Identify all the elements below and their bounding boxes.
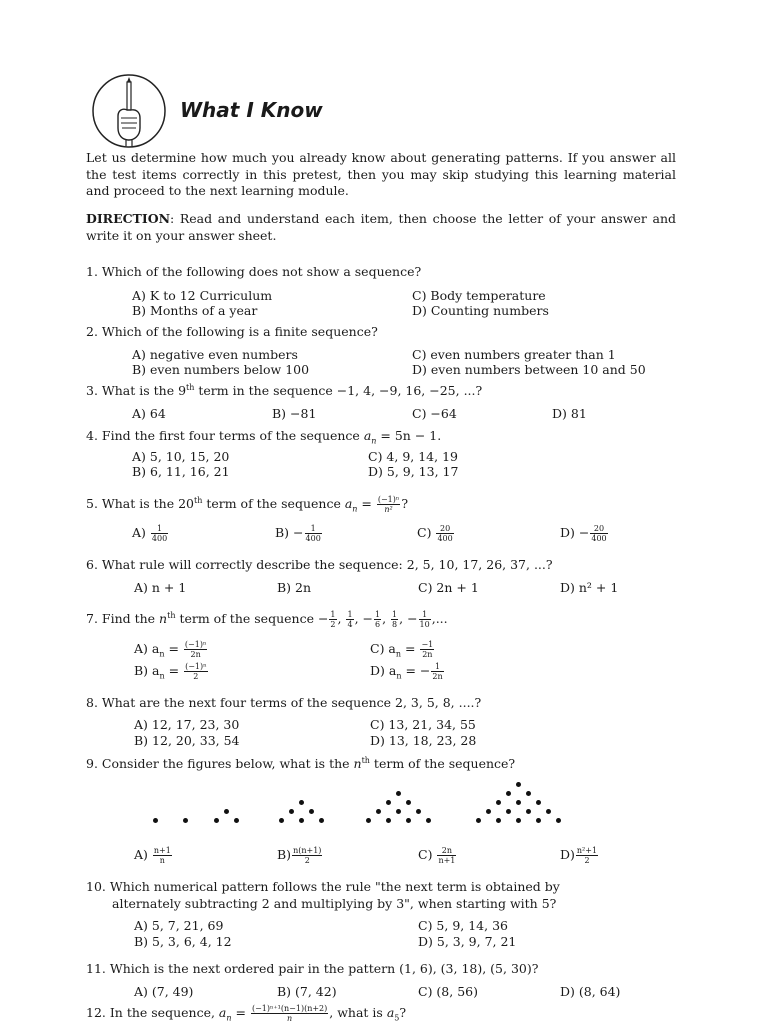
q11-option-d[interactable]: D) (8, 64) <box>560 984 621 999</box>
figure-dot <box>183 818 188 823</box>
q4-option-a[interactable]: A) 5, 10, 15, 20 <box>132 449 230 464</box>
question-2: 2. Which of the following is a finite sequence? <box>86 324 378 339</box>
figure-dot <box>516 818 521 823</box>
q8-option-d[interactable]: D) 13, 18, 23, 28 <box>370 733 477 748</box>
figure-dot <box>396 791 401 796</box>
question-7: 7. Find the $n^{th}$ term of the sequence − $\frac{1}{2}$ , $\frac{1}{4}$ , − $\frac{1}{6}$ , $\frac{1}{8}$ , − $\frac{1}{10}$ ,... <box>86 610 448 629</box>
q3-option-b[interactable]: B) −81 <box>272 406 317 421</box>
figure-dot <box>476 818 481 823</box>
direction-label: DIRECTION <box>86 211 171 226</box>
hand-pencil-icon <box>90 72 168 150</box>
question-6: 6. What rule will correctly describe the sequence: 2, 5, 10, 17, 26, 37, ...? <box>86 557 553 572</box>
figure-dot <box>516 782 521 787</box>
figure-dot <box>386 800 391 805</box>
question-1: 1. Which of the following does not show a sequence? <box>86 264 422 279</box>
q1-option-c[interactable]: C) Body temperature <box>412 288 546 303</box>
question-12: 12. In the sequence, $a_n$ = $\frac{\text{(−1)ⁿ⁺¹(n−1)(n+2)}}{n}$ , what is $a_5$? <box>86 1004 407 1023</box>
q7-option-d[interactable]: D) $a_n$ = − $\frac{1}{2n}$ <box>370 662 443 681</box>
q9-option-c[interactable]: C) $\frac{2n}{n+1}$ <box>418 846 456 865</box>
q3-option-c[interactable]: C) −64 <box>412 406 457 421</box>
figure-dot <box>319 818 324 823</box>
figure-dot <box>496 818 501 823</box>
figure-dot <box>309 809 314 814</box>
q5-option-c[interactable]: C) $\frac{20}{400}$ <box>417 524 453 543</box>
figure-dot <box>486 809 491 814</box>
q10-option-d[interactable]: D) 5, 3, 9, 7, 21 <box>418 934 517 949</box>
figure-dot <box>516 800 521 805</box>
q2-option-c[interactable]: C) even numbers greater than 1 <box>412 347 616 362</box>
figure-dot <box>396 809 401 814</box>
q3-option-d[interactable]: D) 81 <box>552 406 587 421</box>
q3-option-a[interactable]: A) 64 <box>132 406 166 421</box>
q11-option-c[interactable]: C) (8, 56) <box>418 984 478 999</box>
q10-option-a[interactable]: A) 5, 7, 21, 69 <box>134 918 224 933</box>
q11-option-a[interactable]: A) (7, 49) <box>134 984 194 999</box>
q7-option-a[interactable]: A) $a_n$ = $\frac{\text{(−1)ⁿ}}{2n}$ <box>134 640 207 659</box>
q7-seq-term: , $\frac{1}{8}$ <box>382 610 398 629</box>
q7-seq-term: , − $\frac{1}{10}$ <box>399 610 430 629</box>
q4-option-b[interactable]: B) 6, 11, 16, 21 <box>132 464 230 479</box>
figure-dot <box>153 818 158 823</box>
question-4: 4. Find the first four terms of the sequence $a_n = 5n - 1$. <box>86 428 442 446</box>
figure-dot <box>536 818 541 823</box>
q1-option-d[interactable]: D) Counting numbers <box>412 303 549 318</box>
q11-option-b[interactable]: B) (7, 42) <box>277 984 337 999</box>
question-5: 5. What is the 20th term of the sequence $a_n$ = $\frac{\text{(−1)ⁿ}}{\text{n²}}$ ? <box>86 495 409 514</box>
q7-option-b[interactable]: B) $a_n$ = $\frac{\text{(−1)ⁿ}}{2}$ <box>134 662 207 681</box>
q5-option-a[interactable]: A) $\frac{1}{400}$ <box>132 524 168 543</box>
figure-dot <box>279 818 284 823</box>
question-3: 3. What is the 9th term in the sequence −1, 4, −9, 16, −25, ...? <box>86 383 483 399</box>
figure-dot <box>506 809 511 814</box>
figure-dot <box>214 818 219 823</box>
q7-option-c[interactable]: C) $a_n$ = $\frac{-1}{2n}$ <box>370 640 434 659</box>
figure-dot <box>496 800 501 805</box>
q7-seq-term: , $\frac{1}{4}$ <box>337 610 353 629</box>
figure-dot <box>526 791 531 796</box>
q4-option-d[interactable]: D) 5, 9, 13, 17 <box>368 464 459 479</box>
q1-option-b[interactable]: B) Months of a year <box>132 303 258 318</box>
question-11: 11. Which is the next ordered pair in the pattern (1, 6), (3, 18), (5, 30)? <box>86 961 539 976</box>
figure-dot <box>546 809 551 814</box>
q1-option-a[interactable]: A) K to 12 Curriculum <box>132 288 273 303</box>
figure-dot <box>536 800 541 805</box>
q7-seq-term: , − $\frac{1}{6}$ <box>354 610 381 629</box>
figure-dot <box>299 818 304 823</box>
q6-option-c[interactable]: C) 2n + 1 <box>418 580 479 595</box>
q6-option-d[interactable]: D) n² + 1 <box>560 580 619 595</box>
q4-option-c[interactable]: C) 4, 9, 14, 19 <box>368 449 458 464</box>
figure-dot <box>386 818 391 823</box>
q9-option-b[interactable]: B) $\frac{n(n+1)}{2}$ <box>277 846 322 865</box>
figure-dot <box>299 800 304 805</box>
figure-dot <box>376 809 381 814</box>
intro-paragraph: Let us determine how much you already know about generating patterns. If you answer all the test items correctly in this pretest, then you may skip studying this learning material and proceed to the next learning module. <box>86 150 676 198</box>
figure-dot <box>224 809 229 814</box>
figure-dot <box>406 818 411 823</box>
q7-seq-term: − $\frac{1}{2}$ <box>317 610 336 629</box>
figure-dot <box>366 818 371 823</box>
question-10: 10. Which numerical pattern follows the rule "the next term is obtained by alternately subtracting 2 and multiplying by 3", when starting with 5? <box>86 879 560 911</box>
q5-option-d[interactable]: D) − $\frac{20}{400}$ <box>560 524 607 543</box>
q10-option-c[interactable]: C) 5, 9, 14, 36 <box>418 918 508 933</box>
q9-option-a[interactable]: A) $\frac{n+1}{n}$ <box>134 846 171 865</box>
figure-dot <box>426 818 431 823</box>
q8-option-a[interactable]: A) 12, 17, 23, 30 <box>134 717 240 732</box>
figure-dot <box>556 818 561 823</box>
q8-option-c[interactable]: C) 13, 21, 34, 55 <box>370 717 476 732</box>
figure-dot <box>416 809 421 814</box>
direction-paragraph <box>86 211 676 244</box>
q2-option-b[interactable]: B) even numbers below 100 <box>132 362 310 377</box>
figure-dot <box>289 809 294 814</box>
q2-option-a[interactable]: A) negative even numbers <box>132 347 298 362</box>
q2-option-d[interactable]: D) even numbers between 10 and 50 <box>412 362 646 377</box>
q6-option-b[interactable]: B) 2n <box>277 580 312 595</box>
q7-sequence <box>317 610 432 629</box>
q6-option-a[interactable]: A) n + 1 <box>134 580 187 595</box>
figure-dot <box>406 800 411 805</box>
q8-option-b[interactable]: B) 12, 20, 33, 54 <box>134 733 240 748</box>
section-title: What I Know <box>180 98 323 122</box>
figure-dot <box>234 818 239 823</box>
q10-option-b[interactable]: B) 5, 3, 6, 4, 12 <box>134 934 232 949</box>
q9-option-d[interactable]: D) $\frac{\text{n²+1}}{2}$ <box>560 846 598 865</box>
figure-dot <box>506 791 511 796</box>
question-8: 8. What are the next four terms of the sequence 2, 3, 5, 8, ....? <box>86 695 482 710</box>
figure-dot <box>526 809 531 814</box>
question-9: 9. Consider the figures below, what is the $n^{th}$ term of the sequence? <box>86 756 516 772</box>
direction-text: : Read and understand each item, then choose the letter of your answer and write it on your answer sheet. <box>86 211 676 243</box>
q5-option-b[interactable]: B) − $\frac{1}{400}$ <box>275 524 321 543</box>
